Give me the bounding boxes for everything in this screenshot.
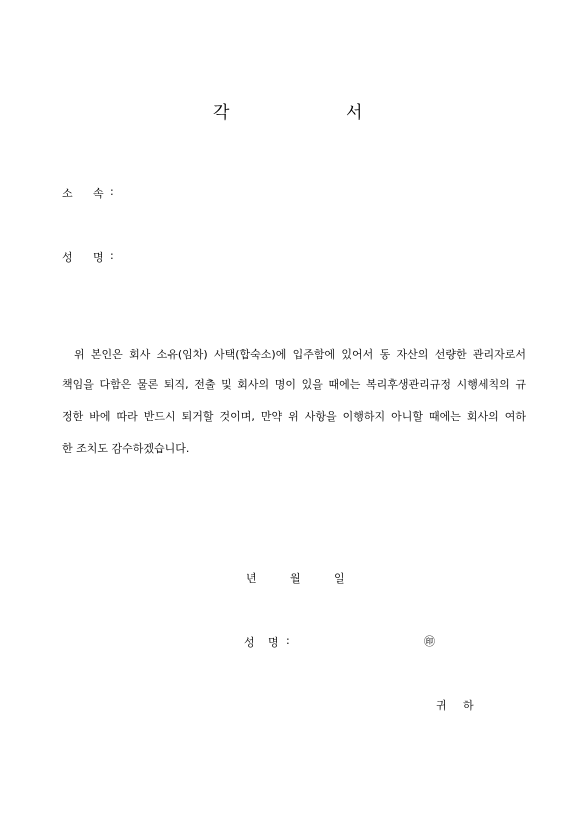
addressee-char-1: 귀 [436, 699, 447, 712]
seal-mark: ㊞ [424, 635, 435, 648]
affiliation-colon: : [110, 185, 114, 198]
name-label-2: 명 [93, 251, 104, 264]
name-colon: : [110, 249, 114, 262]
date-year: 년 [246, 572, 257, 585]
signature-colon: : [286, 634, 290, 647]
affiliation-label-1: 소 [62, 187, 73, 200]
title-char-1: 각 [213, 103, 230, 123]
body-line-4: 한 조치도 감수하겠습니다. [62, 442, 190, 455]
body-line-1: 위 본인은 회사 소유(임차) 사택(합숙소)에 입주함에 있어서 동 자산의 선량한 관리자로서 [74, 348, 526, 361]
name-label-1: 성 [62, 251, 73, 264]
date-month: 월 [290, 572, 301, 585]
body-line-2: 책임을 다함은 물론 퇴직, 전출 및 회사의 명이 있을 때에는 복리후생관리규정 시행세칙의 규 [62, 378, 526, 391]
date-day: 일 [334, 572, 345, 585]
body-line-3: 정한 바에 따라 반드시 퇴거할 것이며, 만약 위 사항을 이행하지 아니할 때에는 회사의 여하 [62, 410, 526, 423]
signature-label-1: 성 [244, 636, 255, 649]
title-char-2: 서 [346, 103, 363, 123]
affiliation-label-2: 속 [93, 187, 104, 200]
signature-label-2: 명 [268, 636, 279, 649]
addressee-char-2: 하 [463, 699, 474, 712]
